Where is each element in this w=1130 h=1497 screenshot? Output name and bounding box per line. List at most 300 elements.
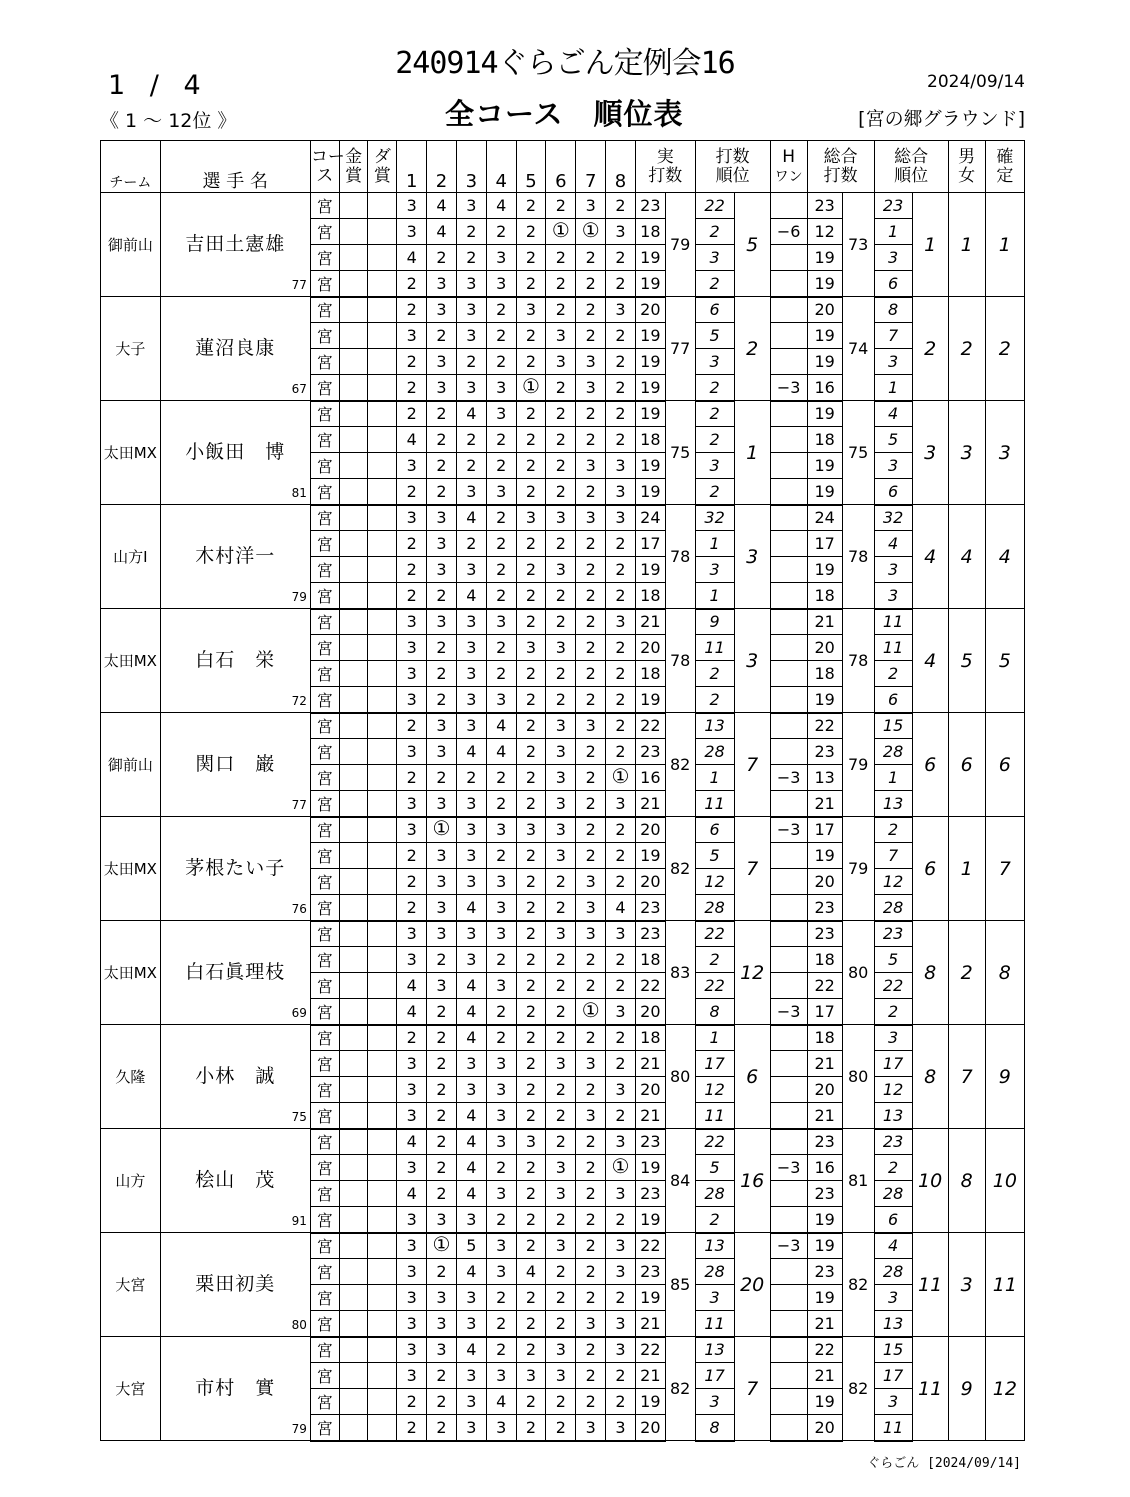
hole-7-cell-value: 2 (585, 1236, 596, 1256)
round-total-rank-cell (874, 557, 912, 583)
hole-6-cell (546, 453, 576, 479)
hole-7-cell-value: 2 (585, 1262, 596, 1281)
round-rank-cell (695, 895, 734, 921)
hole-2-cell-value: 2 (436, 326, 447, 345)
hole-1-cell (397, 297, 427, 323)
hole-4-cell-value: 2 (496, 664, 507, 683)
hole-8-cell-value: 2 (615, 846, 626, 865)
hole-in-one-cell (770, 531, 807, 557)
hole-4-cell-value: 2 (496, 1209, 507, 1229)
hole-5-cell (516, 323, 546, 349)
hole-3-cell-value: 2 (466, 430, 477, 449)
table-row (101, 1129, 1025, 1155)
hole-1-cell-value: 2 (406, 377, 417, 397)
hole-6-cell (546, 531, 576, 557)
hole-5-cell (516, 765, 546, 791)
hole-6-cell (546, 297, 576, 323)
hole-1-cell-value: 3 (406, 1209, 417, 1229)
round-total-rank-cell (874, 1285, 912, 1311)
handicap: 77 (291, 278, 307, 292)
round-total-cell (807, 583, 842, 609)
stroke-rank-cell-value: 3 (746, 649, 759, 672)
daisho-cell (368, 713, 397, 739)
round-rank-cell (695, 1311, 734, 1337)
round-total-cell-value: 19 (814, 1209, 835, 1229)
daisho-cell (368, 1285, 397, 1311)
hole-6-cell (546, 869, 576, 895)
round-total-cell-value: 20 (814, 300, 835, 320)
gold-cell (339, 583, 368, 609)
hole-4-cell (486, 297, 516, 323)
round-rank-cell (695, 557, 734, 583)
round-total-cell-value: 19 (814, 404, 835, 424)
hole-8-cell (606, 1129, 636, 1155)
final-rank-cell (985, 713, 1024, 817)
hole-7-cell-value: 2 (585, 1209, 596, 1229)
hole-8-cell (606, 427, 636, 453)
total-strokes-cell-value: 79 (847, 859, 869, 878)
course-cell (310, 583, 339, 609)
hole-5-cell-value: 2 (525, 1080, 537, 1099)
hole-4-cell (486, 323, 516, 349)
round-total-cell-value: 19 (814, 846, 835, 865)
round-total-rank-cell (874, 479, 912, 505)
course-cell-value: 宮 (316, 847, 333, 866)
total-strokes-cell (842, 609, 874, 713)
round-rank-cell (695, 583, 734, 609)
hole-1-cell (397, 1155, 427, 1181)
round-total-cell (807, 1311, 842, 1337)
gold-cell (339, 1285, 368, 1311)
col-hole-3: 3 (456, 141, 486, 193)
col-team: チーム (101, 141, 161, 193)
hole-7-cell (576, 1103, 606, 1129)
round-score-cell-value: 20 (640, 1080, 661, 1099)
hole-1-cell (397, 817, 427, 843)
round-total-rank-cell (874, 1103, 912, 1129)
hole-3-cell (456, 401, 486, 427)
hole-1-cell-value: 3 (406, 1340, 417, 1360)
daisho-cell (368, 297, 397, 323)
hole-4-cell-value: 3 (496, 1054, 507, 1073)
course-cell-value: 宮 (316, 1002, 333, 1022)
round-score-cell-value: 23 (640, 1184, 661, 1203)
hole-in-one-cell (770, 843, 807, 869)
hole-5-cell-value: 2 (525, 585, 537, 605)
hole-1-cell (397, 1259, 427, 1285)
hole-3-cell-value: 3 (466, 689, 477, 709)
hole-in-one-cell (770, 1155, 807, 1181)
hole-2-cell-value: 3 (436, 846, 447, 865)
team-cell (101, 1337, 161, 1441)
round-score-cell (635, 297, 665, 323)
hole-1-cell (397, 427, 427, 453)
hole-8-cell (606, 297, 636, 323)
hole-3-cell (456, 1051, 486, 1077)
hole-8-cell-value: 2 (615, 950, 626, 969)
hole-7-cell (576, 531, 606, 557)
team-cell-value: 太田MX (103, 860, 157, 878)
hole-3-cell (456, 245, 486, 271)
hole-5-cell (516, 297, 546, 323)
hole-8-cell (606, 193, 636, 219)
round-total-rank-cell-value: 17 (882, 1054, 904, 1073)
daisho-cell (368, 1415, 397, 1441)
round-total-rank-cell-value: 3 (888, 248, 899, 267)
total-strokes-cell (842, 505, 874, 609)
hole-8-cell-value: 2 (615, 273, 626, 293)
hole-5-cell (516, 1415, 546, 1441)
round-score-cell (635, 1103, 665, 1129)
hole-6-cell-value: 3 (555, 352, 566, 371)
course-cell (310, 349, 339, 375)
hole-6-cell (546, 193, 576, 219)
hole-6-cell-value: 2 (555, 976, 566, 995)
hole-2-cell-value: 2 (436, 248, 447, 267)
hole-5-cell (516, 661, 546, 687)
hole-1-cell-value: 2 (406, 534, 417, 553)
hole-6-cell (546, 1389, 576, 1415)
gender-rank-cell-value: 2 (960, 337, 973, 360)
final-rank-cell (985, 297, 1024, 401)
hole-1-cell-value: 2 (406, 481, 417, 501)
course-cell-value: 宮 (316, 951, 333, 970)
hole-in-one-cell (770, 505, 807, 531)
round-score-cell (635, 765, 665, 791)
hole-1-cell-value: 3 (406, 820, 417, 840)
round-score-cell (635, 401, 665, 427)
hole-8-cell (606, 1259, 636, 1285)
round-total-rank-cell (874, 1311, 912, 1337)
round-total-cell (807, 1285, 842, 1311)
hole-1-cell-value: 4 (406, 976, 417, 995)
hole-6-cell (546, 1103, 576, 1129)
actual-strokes-cell-value: 83 (669, 963, 691, 982)
hole-7-cell-value: 2 (585, 950, 596, 969)
hole-5-cell (516, 557, 546, 583)
hole-3-cell-value: 2 (466, 248, 477, 267)
hole-5-cell (516, 1207, 546, 1233)
hole-7-cell (576, 245, 606, 271)
hole-1-cell (397, 661, 427, 687)
final-rank-cell-value: 10 (992, 1169, 1017, 1192)
course-cell (310, 1337, 339, 1363)
course-cell (310, 1025, 339, 1051)
course-cell-value: 宮 (316, 1289, 333, 1308)
round-score-cell-value: 19 (640, 1392, 661, 1411)
round-score-cell (635, 869, 665, 895)
hole-6-cell (546, 1077, 576, 1103)
round-total-rank-cell-value: 23 (882, 196, 904, 215)
hole-6-cell-value: 2 (555, 872, 566, 891)
round-total-rank-cell-value: 2 (888, 1158, 899, 1177)
hole-7-cell (576, 349, 606, 375)
course-cell-value: 宮 (316, 1263, 333, 1282)
daisho-cell (368, 921, 397, 947)
player-name-cell (160, 505, 310, 609)
hole-7-cell (576, 1311, 606, 1337)
hole-2-cell (427, 609, 457, 635)
total-strokes-cell (842, 1233, 874, 1337)
round-score-cell (635, 973, 665, 999)
stroke-rank-cell (734, 1129, 770, 1233)
hole-6-cell-value: 3 (555, 326, 566, 345)
round-rank-cell (695, 999, 734, 1025)
hole-1-cell (397, 375, 427, 401)
round-total-cell-value: 19 (814, 1236, 835, 1256)
round-rank-cell-value: 5 (709, 846, 720, 865)
gender-rank-cell (948, 193, 985, 297)
player-name-cell (160, 193, 310, 297)
hole-6-cell-value: 2 (555, 950, 566, 969)
handicap: 81 (291, 486, 307, 500)
hole-2-cell (427, 1051, 457, 1077)
hole-4-cell-value: 3 (496, 1417, 507, 1437)
hole-7-cell (576, 1285, 606, 1311)
hole-5-cell-value: 2 (525, 689, 537, 709)
hole-in-one-cell (770, 895, 807, 921)
hole-2-cell-value: 2 (436, 585, 447, 605)
team-cell (101, 505, 161, 609)
round-score-cell (635, 817, 665, 843)
daisho-cell (368, 1363, 397, 1389)
hole-in-one-cell (770, 765, 807, 791)
hole-4-cell (486, 1155, 516, 1181)
round-rank-cell-value: 2 (709, 222, 720, 241)
hole-3-cell-value: 4 (466, 1340, 477, 1360)
hole-8-cell-value: 2 (615, 638, 626, 657)
round-score-cell-value: 19 (640, 248, 661, 267)
hole-1-cell (397, 947, 427, 973)
hole-6-cell (546, 323, 576, 349)
round-score-cell-value: 23 (640, 897, 661, 917)
course-cell-value: 宮 (316, 717, 333, 737)
hole-8-cell (606, 1051, 636, 1077)
stroke-rank-cell-value: 6 (746, 1065, 759, 1088)
round-rank-cell-value: 22 (704, 924, 725, 944)
player-name-cell (160, 609, 310, 713)
team-cell-value: 御前山 (107, 756, 153, 774)
round-score-cell-value: 19 (640, 1158, 661, 1177)
round-rank-cell-value: 5 (709, 326, 720, 345)
round-total-cell-value: 23 (814, 1132, 835, 1152)
round-total-rank-cell (874, 973, 912, 999)
team-cell-value: 大子 (115, 340, 146, 358)
daisho-cell (368, 973, 397, 999)
hole-6-cell (546, 895, 576, 921)
hole-4-cell-value: 2 (496, 1028, 507, 1048)
round-score-cell-value: 19 (640, 1209, 661, 1229)
hole-1-cell (397, 1363, 427, 1389)
round-total-rank-cell (874, 1363, 912, 1389)
gold-cell (339, 999, 368, 1025)
hole-in-one-cell (770, 297, 807, 323)
total-rank-cell (912, 1337, 948, 1441)
round-total-rank-cell-value: 3 (888, 560, 899, 579)
hole-4-cell (486, 635, 516, 661)
hole-1-cell-value: 4 (406, 1184, 417, 1203)
course-cell-value: 宮 (316, 561, 333, 580)
round-total-rank-cell-value: 22 (882, 976, 904, 995)
hole-8-cell (606, 1415, 636, 1441)
hole-6-cell (546, 583, 576, 609)
hole-1-cell-value: 3 (406, 196, 417, 215)
total-rank-cell (912, 1129, 948, 1233)
hole-2-cell (427, 375, 457, 401)
hole-3-cell-value: 4 (466, 1158, 477, 1177)
hole-5-cell-value: 2 (525, 846, 537, 865)
hole-6-cell (546, 843, 576, 869)
hole-7-cell-value: 2 (585, 1366, 596, 1385)
hole-7-cell-value: 2 (585, 248, 596, 267)
hole-6-cell (546, 1415, 576, 1441)
hole-2-cell-value: 2 (436, 1080, 447, 1099)
round-total-cell (807, 1415, 842, 1441)
round-total-rank-cell-value: 12 (882, 1080, 904, 1099)
hole-5-cell-value: 2 (525, 534, 537, 553)
hole-7-cell-value: 2 (585, 742, 596, 761)
course-cell (310, 635, 339, 661)
hole-3-cell-value: 3 (466, 664, 477, 683)
hole-7-cell (576, 557, 606, 583)
hole-6-cell-value: 3 (555, 846, 566, 865)
round-total-rank-cell (874, 609, 912, 635)
round-score-cell-value: 22 (640, 716, 661, 736)
hole-2-cell-value: 2 (436, 1158, 447, 1177)
total-strokes-cell-value: 80 (847, 963, 869, 982)
round-score-cell-value: 20 (640, 1417, 661, 1437)
gold-cell (339, 635, 368, 661)
hole-3-cell (456, 895, 486, 921)
hole-4-cell (486, 609, 516, 635)
hole-3-cell-value: 2 (466, 222, 477, 241)
hole-in-one-cell (770, 1233, 807, 1259)
hole-8-cell-value: 3 (615, 1262, 626, 1281)
total-strokes-cell (842, 713, 874, 817)
hole-7-cell (576, 791, 606, 817)
handicap: 69 (291, 1006, 307, 1020)
hole-1-cell (397, 739, 427, 765)
round-total-rank-cell-value: 3 (888, 1288, 899, 1307)
hole-1-cell (397, 453, 427, 479)
round-rank-cell (695, 297, 734, 323)
total-rank-cell (912, 713, 948, 817)
hole-7-cell-value: 3 (585, 508, 596, 528)
round-total-cell-value: 21 (814, 1054, 835, 1073)
course-cell (310, 1233, 339, 1259)
hole-8-cell-value: 2 (615, 248, 626, 267)
total-strokes-cell (842, 1337, 874, 1441)
round-total-rank-cell (874, 401, 912, 427)
round-total-rank-cell-value: 4 (888, 404, 899, 424)
hole-3-cell-value: 3 (466, 560, 477, 579)
hole-5-cell-value: 2 (525, 612, 537, 632)
team-cell-value: 久隆 (115, 1068, 146, 1086)
round-total-cell (807, 895, 842, 921)
course-cell-value: 宮 (316, 482, 333, 502)
hole-4-cell (486, 401, 516, 427)
round-total-cell (807, 1155, 842, 1181)
round-total-cell (807, 271, 842, 297)
round-total-cell (807, 843, 842, 869)
final-rank-cell (985, 505, 1024, 609)
daisho-cell (368, 479, 397, 505)
hole-2-cell (427, 739, 457, 765)
round-score-cell-value: 19 (640, 404, 661, 424)
hole-4-cell-value: 3 (496, 612, 507, 632)
hole-in-one-cell (770, 1337, 807, 1363)
gender-rank-cell-value: 7 (960, 1065, 973, 1088)
round-score-cell-value: 20 (640, 872, 661, 891)
hole-5-cell-value: 2 (525, 1236, 537, 1256)
hole-in-one-cell-value: −3 (776, 1236, 801, 1256)
hole-6-cell (546, 245, 576, 271)
team-cell (101, 713, 161, 817)
hole-in-one-cell (770, 1363, 807, 1389)
round-rank-cell-value: 9 (709, 612, 720, 632)
hole-in-one-cell-value: −3 (776, 1158, 801, 1177)
col-gender: 男 女 (948, 141, 985, 193)
gender-rank-cell (948, 609, 985, 713)
hole-8-cell (606, 609, 636, 635)
round-rank-cell-value: 2 (709, 404, 720, 424)
stroke-rank-cell-value: 1 (746, 441, 759, 464)
hole-7-cell-value: 2 (585, 1288, 596, 1307)
col-hole-in-one: H ワン (770, 141, 807, 193)
round-total-rank-cell (874, 219, 912, 245)
hole-3-cell-value: 3 (466, 377, 477, 397)
hole-7-cell (576, 1025, 606, 1051)
round-total-rank-cell (874, 1233, 912, 1259)
round-total-rank-cell (874, 297, 912, 323)
hole-4-cell-value: 2 (496, 1001, 507, 1021)
hole-3-cell (456, 1233, 486, 1259)
hole-7-cell-value: 2 (585, 404, 596, 424)
stroke-rank-cell (734, 193, 770, 297)
hole-5-cell (516, 1389, 546, 1415)
hole-1-cell (397, 713, 427, 739)
hole-8-cell-value: 2 (615, 664, 626, 683)
gender-rank-cell (948, 1025, 985, 1129)
hole-5-cell-value: 2 (525, 897, 537, 917)
course-cell-value: 宮 (316, 1393, 333, 1412)
hole-7-cell-value: 2 (585, 793, 596, 813)
actual-strokes-cell-value: 77 (669, 339, 691, 358)
round-total-cell-value: 23 (814, 196, 835, 215)
daisho-cell (368, 765, 397, 791)
hole-2-cell (427, 1207, 457, 1233)
hole-3-cell-value: 3 (466, 950, 477, 969)
total-strokes-cell (842, 1025, 874, 1129)
gold-cell (339, 323, 368, 349)
table-row (101, 401, 1025, 427)
hole-7-cell-value: 2 (585, 976, 596, 995)
hole-6-cell-value: 2 (555, 585, 566, 605)
course-cell (310, 895, 339, 921)
hole-6-cell (546, 921, 576, 947)
hole-3-cell (456, 1181, 486, 1207)
gender-rank-cell-value: 4 (960, 545, 973, 568)
course-cell-value: 宮 (316, 898, 333, 918)
hole-7-cell (576, 401, 606, 427)
course-cell-value: 宮 (316, 925, 333, 945)
round-score-cell (635, 1259, 665, 1285)
round-score-cell-value: 19 (640, 273, 661, 293)
round-rank-cell (695, 349, 734, 375)
round-total-cell-value: 22 (814, 1340, 835, 1360)
round-rank-cell (695, 1207, 734, 1233)
course-cell (310, 1415, 339, 1441)
